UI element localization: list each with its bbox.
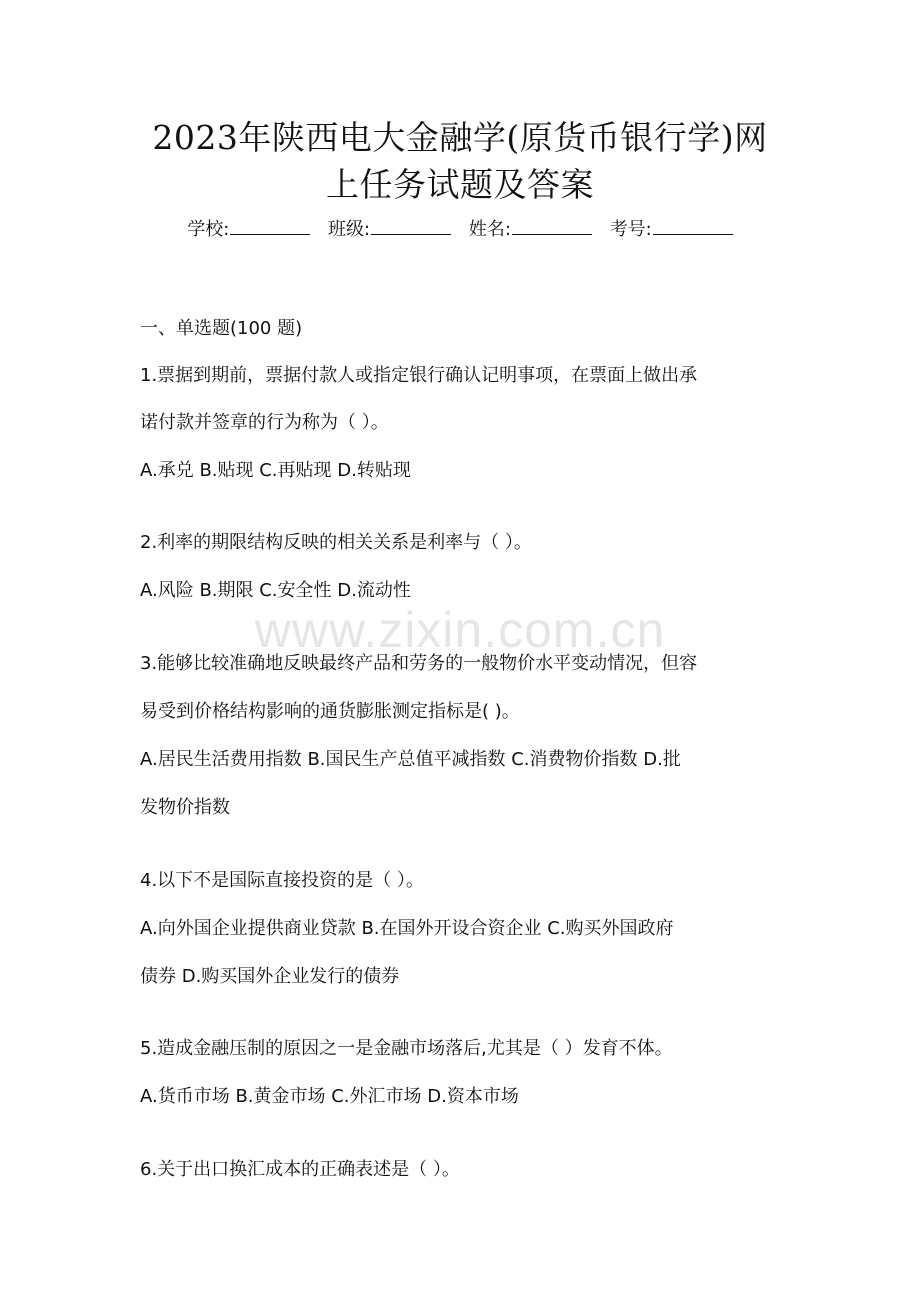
school-blank[interactable] bbox=[230, 218, 310, 235]
question-5-options: A.货币市场 B.黄金市场 C.外汇市场 D.资本市场 bbox=[140, 1086, 519, 1107]
document-title-line-2: 上任务试题及答案 bbox=[326, 165, 594, 204]
question-2-stem-line-1: 2.利率的期限结构反映的相关关系是利率与（ ）。 bbox=[140, 532, 532, 553]
question-3-stem-line-1: 3.能够比较准确地反映最终产品和劳务的一般物价水平变动情况，但容 bbox=[140, 653, 698, 674]
name-field: 姓名: bbox=[469, 219, 592, 240]
question-2-options: A.风险 B.期限 C.安全性 D.流动性 bbox=[140, 580, 411, 601]
section-heading: 一、单选题(100 题) bbox=[140, 318, 303, 339]
question-3-stem-line-2: 易受到价格结构影响的通货膨胀测定指标是( )。 bbox=[140, 701, 520, 722]
question-3-options-line-2: 发物价指数 bbox=[140, 797, 230, 818]
question-5-stem-line-1: 5.造成金融压制的原因之一是金融市场落后,尤其是（ ）发育不体。 bbox=[140, 1038, 673, 1059]
exam-number-field: 考号: bbox=[610, 219, 733, 240]
exam-number-blank[interactable] bbox=[653, 218, 733, 235]
student-info-line bbox=[0, 218, 920, 242]
document-title-line-1: 2023年陕西电大金融学(原货币银行学)网 bbox=[152, 118, 768, 157]
question-1-stem-line-1: 1.票据到期前，票据付款人或指定银行确认记明事项，在票面上做出承 bbox=[140, 365, 698, 386]
question-6-stem-line-1: 6.关于出口换汇成本的正确表述是（ ）。 bbox=[140, 1159, 460, 1180]
question-1-options: A.承兑 B.贴现 C.再贴现 D.转贴现 bbox=[140, 460, 411, 481]
class-field: 班级: bbox=[328, 219, 451, 240]
class-blank[interactable] bbox=[371, 218, 451, 235]
name-blank[interactable] bbox=[512, 218, 592, 235]
question-4-options-line-2: 债券 D.购买国外企业发行的债券 bbox=[140, 966, 400, 987]
school-field: 学校: bbox=[187, 219, 310, 240]
question-4-stem-line-1: 4.以下不是国际直接投资的是（ ）。 bbox=[140, 870, 424, 891]
question-1-stem-line-2: 诺付款并签章的行为称为（ ）。 bbox=[140, 412, 389, 433]
question-4-options-line-1: A.向外国企业提供商业贷款 B.在国外开设合资企业 C.购买外国政府 bbox=[140, 918, 674, 939]
watermark: www.zixin.com.cn bbox=[254, 602, 666, 658]
question-3-options-line-1: A.居民生活费用指数 B.国民生产总值平减指数 C.消费物价指数 D.批 bbox=[140, 749, 681, 770]
